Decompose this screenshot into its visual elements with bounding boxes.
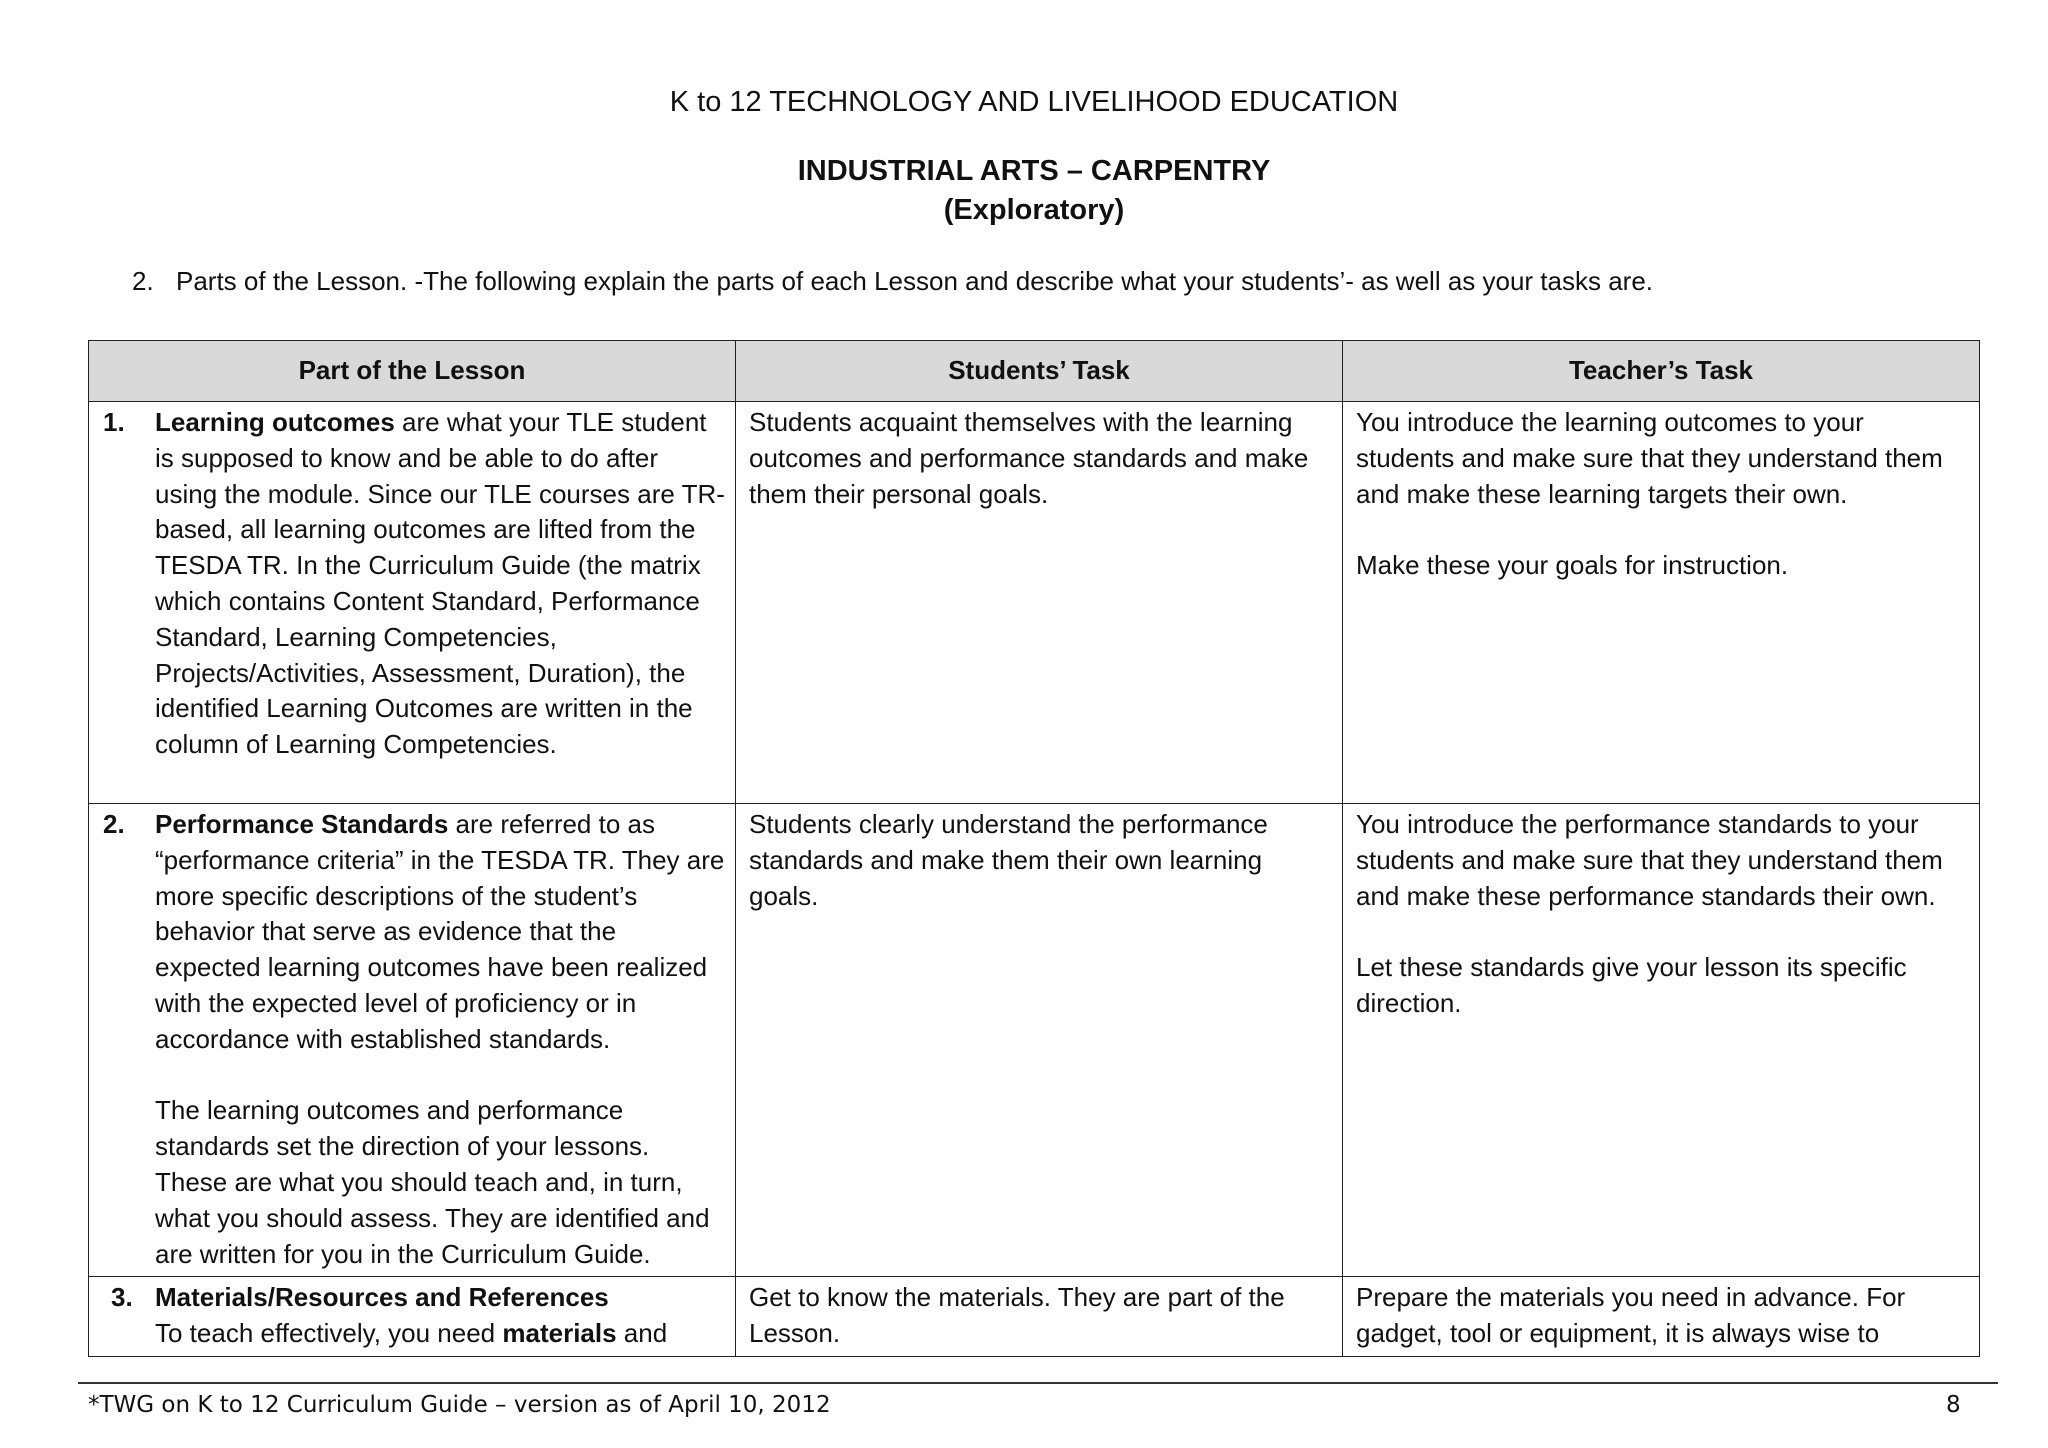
students-task-text: Students acquaint themselves with the learning outcomes and performance standards and make them their personal goals. <box>749 407 1309 509</box>
students-task-cell <box>736 402 1343 804</box>
subtitle-line-1: INDUSTRIAL ARTS – CARPENTRY <box>797 155 1271 187</box>
intro-paragraph <box>132 266 1653 297</box>
part-cell <box>89 1277 736 1357</box>
teachers-task-content <box>1343 804 1979 1026</box>
row-number: 2. <box>103 809 125 839</box>
part-body-2: The learning outcomes and performance standards set the direction of your lessons. These are what you should teach and, in turn, what you should assess. They are identified and are written for you in the Curriculum Guide. <box>155 1095 710 1269</box>
footer-divider <box>78 1382 1998 1384</box>
lesson-parts-table <box>88 340 1980 1357</box>
part-title: Performance Standards <box>155 809 449 839</box>
part-description <box>89 1277 735 1356</box>
part-body-bold: materials <box>502 1318 617 1349</box>
intro-text: Parts of the Lesson. -The following explain the parts of each Lesson and describe what your students’- as well as your tasks are. <box>176 266 1654 296</box>
part-body: To teach effectively, you need <box>155 1318 503 1349</box>
teachers-task-cell <box>1343 1277 1980 1357</box>
document-title: K to 12 TECHNOLOGY AND LIVELIHOOD EDUCATION <box>669 86 1399 118</box>
header-students-task: Students’ Task <box>736 341 1343 402</box>
teachers-task-text-2: Make these your goals for instruction. <box>1356 550 1789 581</box>
document-subtitle <box>0 152 2048 230</box>
part-title: Materials/Resources and References <box>155 1282 609 1313</box>
teachers-task-text-2: Let these standards give your lesson its specific direction. <box>1356 952 1907 1018</box>
table-row <box>89 1277 1980 1357</box>
subtitle-line-2: (Exploratory) <box>943 194 1125 226</box>
table-row <box>89 804 1980 1277</box>
teachers-task-text: You introduce the learning outcomes to your students and make sure that they understand them and make these learning targets their own. <box>1356 407 1943 509</box>
header-part-of-lesson: Part of the Lesson <box>89 341 736 402</box>
students-task-text: Students clearly understand the performance standards and make them their own learning goals. <box>749 809 1268 911</box>
teachers-task-text: You introduce the performance standards to your students and make sure that they understand them and make these performance standards their own. <box>1356 809 1943 911</box>
page-number: 8 <box>1946 1392 1961 1418</box>
row-number: 1. <box>103 407 125 437</box>
students-task-cell <box>736 804 1343 1277</box>
teachers-task-text: Prepare the materials you need in advance. For gadget, tool or equipment, it is always wise to <box>1356 1282 1906 1349</box>
row-number: 3. <box>111 1282 133 1313</box>
part-description <box>89 804 735 1276</box>
part-cell <box>89 804 736 1277</box>
table-header-row <box>89 341 1980 402</box>
teachers-task-content <box>1343 402 1979 588</box>
students-task-cell <box>736 1277 1343 1357</box>
footer-note: *TWG on K to 12 Curriculum Guide – version as of April 10, 2012 <box>88 1392 831 1418</box>
students-task-text: Get to know the materials. They are part of the Lesson. <box>749 1282 1285 1349</box>
teachers-task-cell <box>1343 402 1980 804</box>
teachers-task-cell <box>1343 804 1980 1277</box>
part-description <box>89 402 735 767</box>
part-title: Learning outcomes <box>155 407 395 437</box>
header-teachers-task: Teacher’s Task <box>1343 341 1980 402</box>
intro-number: 2. <box>132 266 154 296</box>
part-body: are what your TLE student is supposed to know and be able to do after using the module. Since our TLE courses are TR-based, all learning outcomes are lifted from the TESDA TR. In the Curriculum Guide (the matrix which contains Content Standard, Performance Standard, Learning Competencies, Projects/Activities, Assessment, Duration), the identified Learning Outcomes are written in the column of Learning Competencies. <box>155 407 725 760</box>
part-body: are referred to as “performance criteria” in the TESDA TR. They are more specific descriptions of the student’s behavior that serve as evidence that the expected learning outcomes have been realized with the expected level of proficiency or in accordance with established standards. <box>155 809 725 1054</box>
table-row <box>89 402 1980 804</box>
part-body-end: and <box>616 1318 668 1349</box>
part-cell <box>89 402 736 804</box>
